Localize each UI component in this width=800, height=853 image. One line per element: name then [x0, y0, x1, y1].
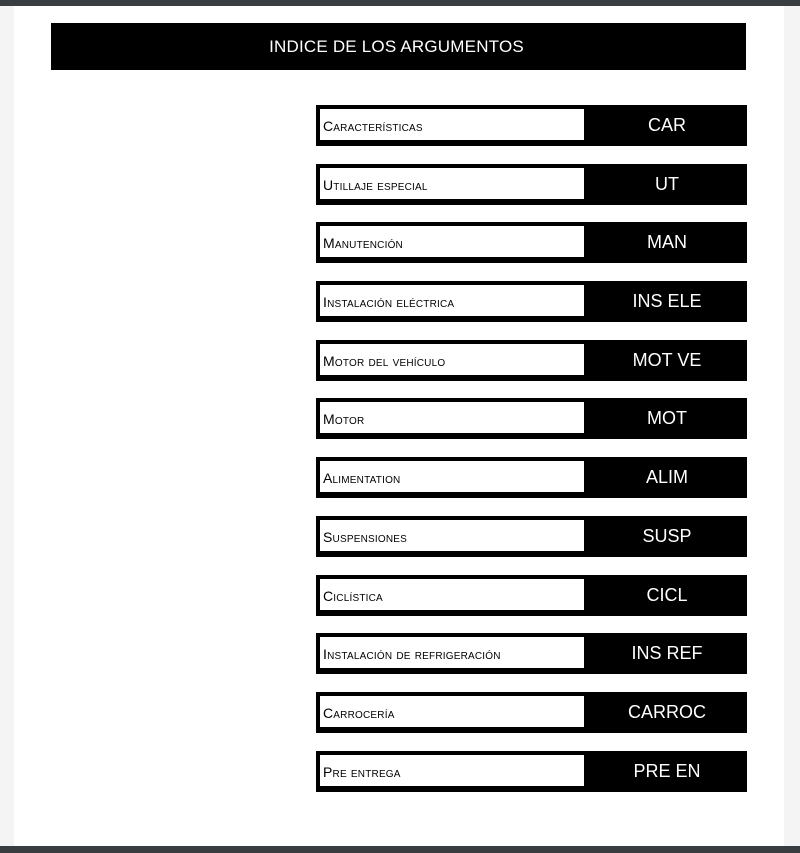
index-row-code: CAR [647, 115, 686, 135]
index-row-label: Ciclística [319, 578, 585, 611]
index-row-label: Instalación eléctrica [319, 284, 585, 317]
page-title-bar [51, 23, 746, 70]
index-row-label: Suspensiones [319, 519, 585, 552]
index-row-code: UT [655, 173, 679, 194]
index-row-code: MOT VE [632, 349, 702, 370]
index-row-pre-en[interactable] [316, 751, 747, 792]
index-row-label: Motor del vehículo [319, 343, 585, 376]
index-row-car[interactable] [316, 105, 747, 146]
index-row-carroc[interactable] [316, 692, 747, 733]
index-list [316, 105, 747, 809]
index-row-ins-ref[interactable] [316, 633, 747, 674]
page-title: INDICE DE LOS ARGUMENTOS [269, 36, 524, 56]
index-row-label: Carrocería [319, 695, 585, 728]
index-row-label: Alimentation [319, 460, 585, 493]
index-row-ins-ele[interactable] [316, 281, 747, 322]
index-row-code: INS REF [631, 643, 703, 664]
index-row-man[interactable] [316, 222, 747, 263]
index-row-code: CICL [646, 584, 688, 605]
index-row-label: Utillaje especial [319, 167, 585, 200]
index-row-susp[interactable] [316, 516, 747, 557]
index-row-code: MAN [647, 232, 687, 253]
index-row-mot-ve[interactable] [316, 340, 747, 381]
index-row-label: Pre entrega [319, 754, 585, 787]
index-row-label: Manutención [319, 225, 585, 258]
index-row-code: SUSP [642, 525, 692, 546]
index-row-label: Motor [319, 401, 585, 434]
viewer-bottom-bar [0, 846, 800, 853]
index-row-code: INS ELE [632, 291, 702, 312]
index-row-ut[interactable] [316, 164, 747, 205]
index-row-mot[interactable] [316, 398, 747, 439]
index-row-alim[interactable] [316, 457, 747, 498]
index-row-code: PRE EN [633, 760, 701, 781]
index-row-cicl[interactable] [316, 575, 747, 616]
index-row-label: Instalación de refrigeración [319, 636, 585, 669]
index-row-code: ALIM [645, 467, 688, 488]
index-row-code: MOT [647, 408, 687, 429]
index-row-code: CARROC [627, 701, 706, 722]
index-row-label: Características [319, 108, 585, 141]
